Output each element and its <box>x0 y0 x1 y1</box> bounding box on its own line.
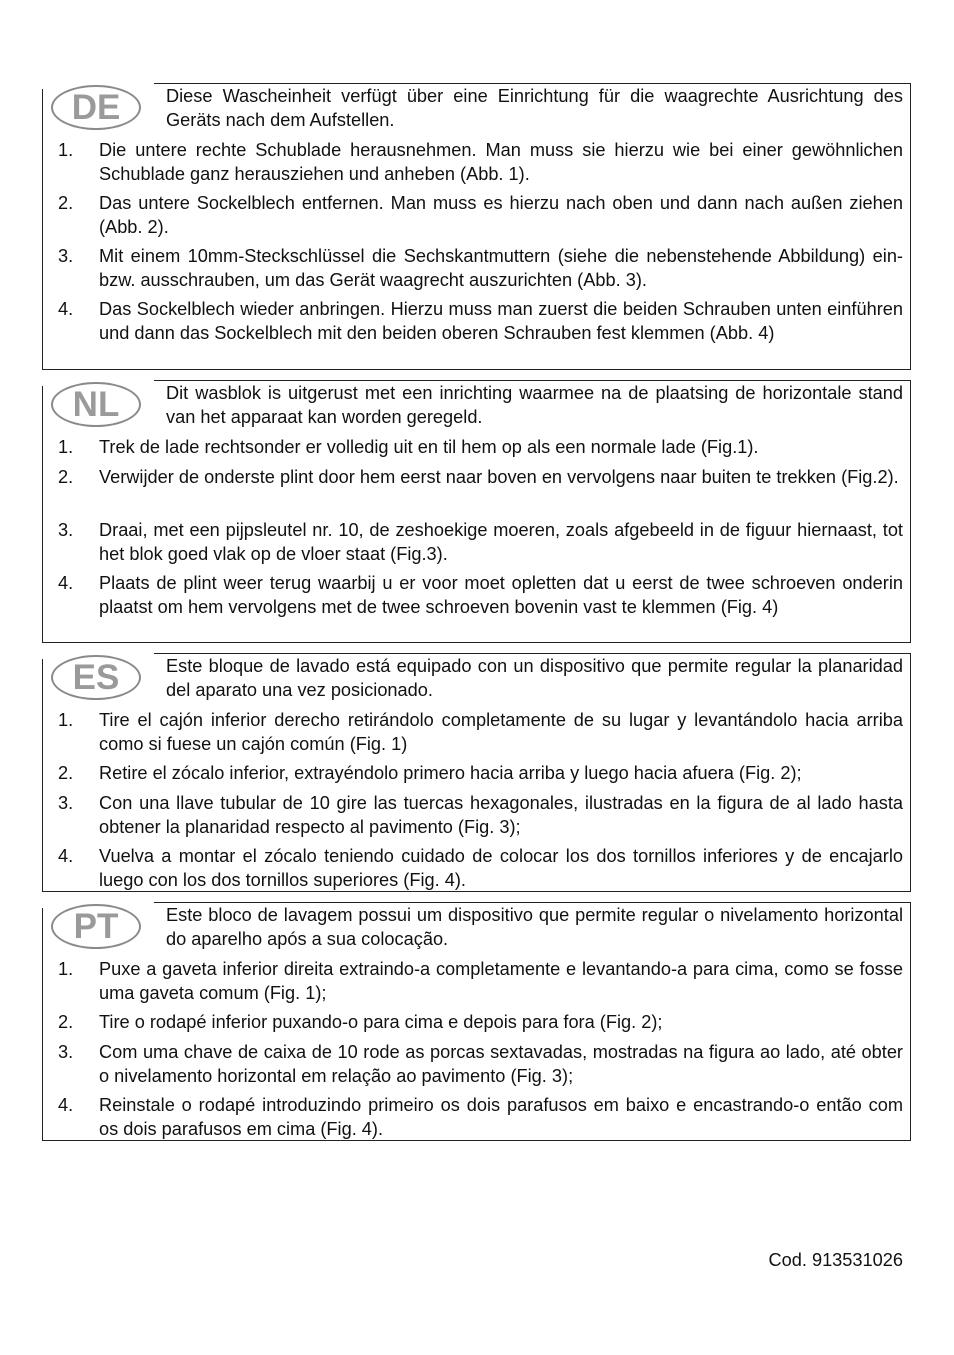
item-number: 2. <box>58 1012 74 1032</box>
language-badge-pt: PT <box>51 904 141 949</box>
item-text: Das untere Sockelblech entfernen. Man muss es hierzu nach oben und dann nach außen ziehen (Abb. 2). <box>99 193 903 237</box>
item-number: 1. <box>58 140 74 160</box>
language-badge-es: ES <box>51 655 141 700</box>
item-text: Verwijder de onderste plint door hem eerst naar boven en vervolgens naar buiten te trekken (Fig.2). <box>99 467 899 487</box>
section-de <box>42 83 911 370</box>
item-text: Vuelva a montar el zócalo teniendo cuidado de colocar los dos tornillos inferiores y de encajarlo luego con los dos tornillos superiores (Fig. 4). <box>99 846 903 890</box>
item-number: 2. <box>58 763 74 783</box>
item-text: Tire el cajón inferior derecho retirándolo completamente de su lugar y levantándolo hacia arriba como si fuese un cajón común (Fig. 1) <box>99 710 903 754</box>
intro-text-nl: Dit wasblok is uitgerust met een inrichting waarmee na de plaatsing de horizontale stand van het apparaat kan worden geregeld. <box>166 383 903 427</box>
item-number: 4. <box>58 846 74 866</box>
section-pt <box>42 902 911 1141</box>
item-number: 1. <box>58 437 74 457</box>
intro-text-de: Diese Wascheinheit verfügt über eine Einrichtung für die waagrechte Ausrichtung des Geräts nach dem Aufstellen. <box>166 86 903 130</box>
item-number: 2. <box>58 193 74 213</box>
item-text: Plaats de plint weer terug waarbij u er voor moet opletten dat u eerst de twee schroeven onderin plaatst om hem vervolgens met de twee schroeven bovenin vast te klemmen (Fig. 4) <box>99 573 903 617</box>
item-text: Die untere rechte Schublade herausnehmen. Man muss sie hierzu wie bei einer gewöhnlichen Schublade ganz herausziehen und anheben (Abb. 1). <box>99 140 903 184</box>
item-number: 4. <box>58 299 74 319</box>
item-number: 3. <box>58 520 74 540</box>
item-number: 4. <box>58 1095 74 1115</box>
item-text: Tire o rodapé inferior puxando-o para cima e depois para fora (Fig. 2); <box>99 1012 663 1032</box>
intro-text-pt: Este bloco de lavagem possui um dispositivo que permite regular o nivelamento horizontal do aparelho após a sua colocação. <box>166 905 903 949</box>
item-text: Con una llave tubular de 10 gire las tuercas hexagonales, ilustradas en la figura de al lado hasta obtener la planaridad respecto al pavimento (Fig. 3); <box>99 793 903 837</box>
item-text: Retire el zócalo inferior, extrayéndolo primero hacia arriba y luego hacia afuera (Fig. 2); <box>99 763 802 783</box>
item-text: Puxe a gaveta inferior direita extraindo-a completamente e levantando-a para cima, como se fosse uma gaveta comum (Fig. 1); <box>99 959 903 1003</box>
language-badge-nl: NL <box>51 382 141 427</box>
item-text: Trek de lade rechtsonder er volledig uit en til hem op als een normale lade (Fig.1). <box>99 437 759 457</box>
intro-text-es: Este bloque de lavado está equipado con un dispositivo que permite regular la planaridad del aparato una vez posicionado. <box>166 656 903 700</box>
section-es <box>42 653 911 892</box>
item-text: Das Sockelblech wieder anbringen. Hierzu muss man zuerst die beiden Schrauben unten einführen und dann das Sockelblech mit den beiden oberen Schrauben fest klemmen (Abb. 4) <box>99 299 903 343</box>
item-text: Com uma chave de caixa de 10 rode as porcas sextavadas, mostradas na figura ao lado, até obter o nivelamento horizontal em relação ao pavimento (Fig. 3); <box>99 1042 903 1086</box>
item-number: 3. <box>58 246 74 266</box>
item-text: Draai, met een pijpsleutel nr. 10, de zeshoekige moeren, zoals afgebeeld in de figuur hiernaast, tot het blok goed vlak op de vloer staat (Fig.3). <box>99 520 903 564</box>
language-badge-de: DE <box>51 85 141 130</box>
item-number: 4. <box>58 573 74 593</box>
item-text: Mit einem 10mm-Steckschlüssel die Sechskantmuttern (siehe die nebenstehende Abbildung) ein- bzw. ausschrauben, um das Gerät waagrecht auszurichten (Abb. 3). <box>99 246 903 290</box>
item-number: 3. <box>58 1042 74 1062</box>
item-text: Reinstale o rodapé introduzindo primeiro os dois parafusos em baixo e encastrando-o então com os dois parafusos em cima (Fig. 4). <box>99 1095 903 1139</box>
item-number: 1. <box>58 710 74 730</box>
section-nl <box>42 380 911 643</box>
item-number: 1. <box>58 959 74 979</box>
item-number: 3. <box>58 793 74 813</box>
document-code: Cod. 913531026 <box>768 1250 903 1270</box>
item-number: 2. <box>58 467 74 487</box>
